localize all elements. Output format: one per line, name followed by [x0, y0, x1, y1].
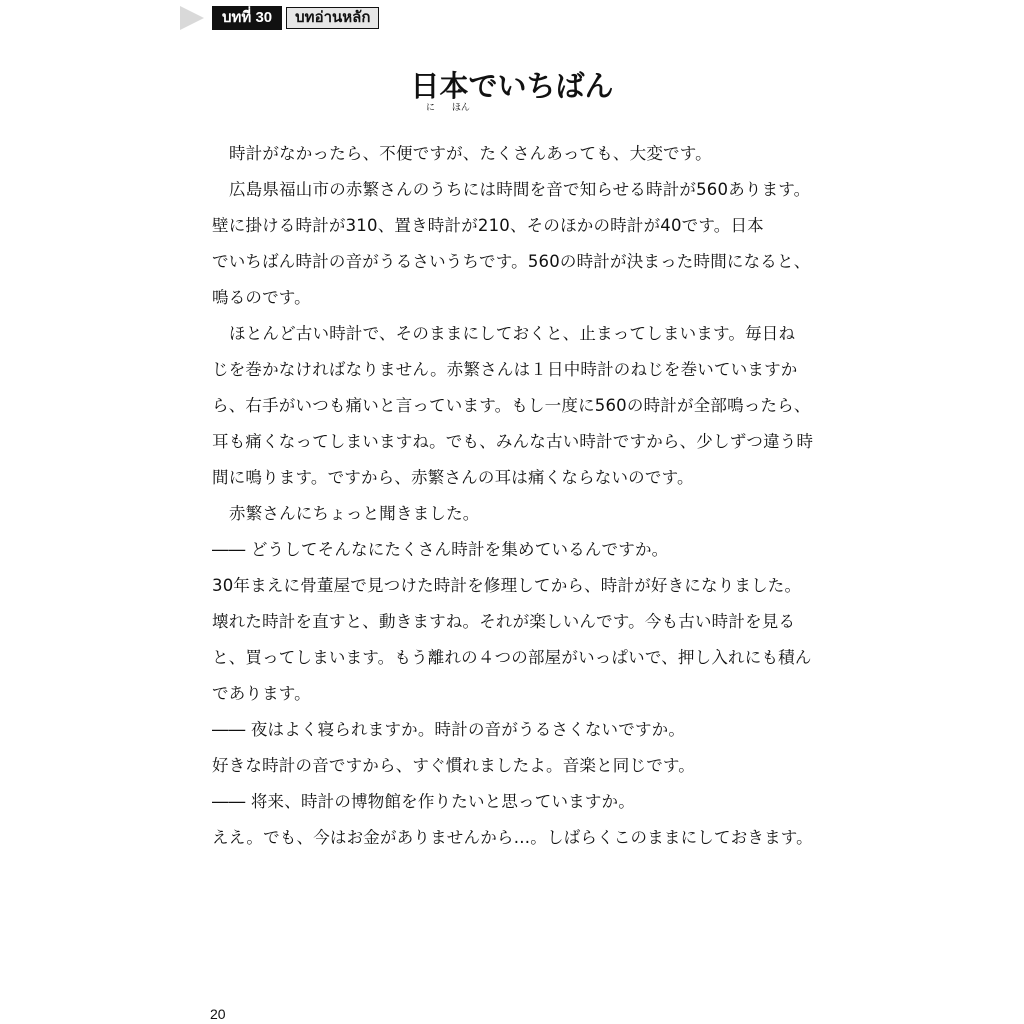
text-line: ほとんど古い時計で、そのままにしておくと、止まってしまいます。毎日ね — [229, 324, 796, 343]
title-ruby: に ほん — [426, 103, 470, 113]
text-line: 鳴るのです。 — [212, 288, 311, 307]
page-number: 20 — [210, 1006, 226, 1022]
text-line: 時計がなかったら、不便ですが、たくさんあっても、大変です。 — [229, 144, 712, 163]
text-line: ええ。でも、今はお金がありませんから…。しばらくこのままにしておきます。 — [212, 828, 813, 847]
text-line: ら、右手がいつも痛いと言っています。もし一度に560の時計が全部鳴ったら、 — [212, 396, 811, 415]
text-line: じを巻かなければなりません。赤繁さんは１日中時計のねじを巻いていますか — [212, 360, 798, 379]
text-line: と、買ってしまいます。もう離れの４つの部屋がいっぱいで、押し入れにも積ん — [212, 648, 812, 667]
page-title: 日本でいちばん — [410, 69, 614, 103]
lesson-number-label: บทที่ 30 — [212, 6, 282, 30]
question-line: ―― 夜はよく寝られますか。時計の音がうるさくないですか。 — [212, 720, 686, 739]
text-line: 耳も痛くなってしまいますね。でも、みんな古い時計ですから、少しずつ違う時 — [212, 432, 814, 451]
arrow-icon — [180, 6, 204, 30]
text-line: でいちばん時計の音がうるさいうちです。560の時計が決まった時間になると、 — [212, 252, 811, 271]
question-line: ―― どうしてそんなにたくさん時計を集めているんですか。 — [212, 540, 669, 559]
text-line: 30年まえに骨董屋で見つけた時計を修理してから、時計が好きになりました。 — [212, 576, 802, 595]
question-line: ―― 将来、時計の博物館を作りたいと思っていますか。 — [212, 792, 635, 811]
text-line: であります。 — [212, 684, 311, 703]
text-line: 間に鳴ります。ですから、赤繁さんの耳は痛くならないのです。 — [212, 468, 694, 487]
text-line: 好きな時計の音ですから、すぐ慣れましたよ。音楽と同じです。 — [212, 756, 695, 775]
section-label: บทอ่านหลัก — [286, 7, 379, 29]
text-line: 広島県福山市の赤繁さんのうちには時間を音で知らせる時計が560あります。 — [229, 180, 811, 199]
reading-passage — [212, 136, 834, 856]
text-line: 赤繁さんにちょっと聞きました。 — [229, 504, 480, 523]
text-line: 壁に掛ける時計が310、置き時計が210、そのほかの時計が40です。日本 — [212, 216, 764, 235]
text-line: 壊れた時計を直すと、動きますね。それが楽しいんです。今も古い時計を見る — [212, 612, 796, 631]
lesson-header — [180, 6, 379, 30]
